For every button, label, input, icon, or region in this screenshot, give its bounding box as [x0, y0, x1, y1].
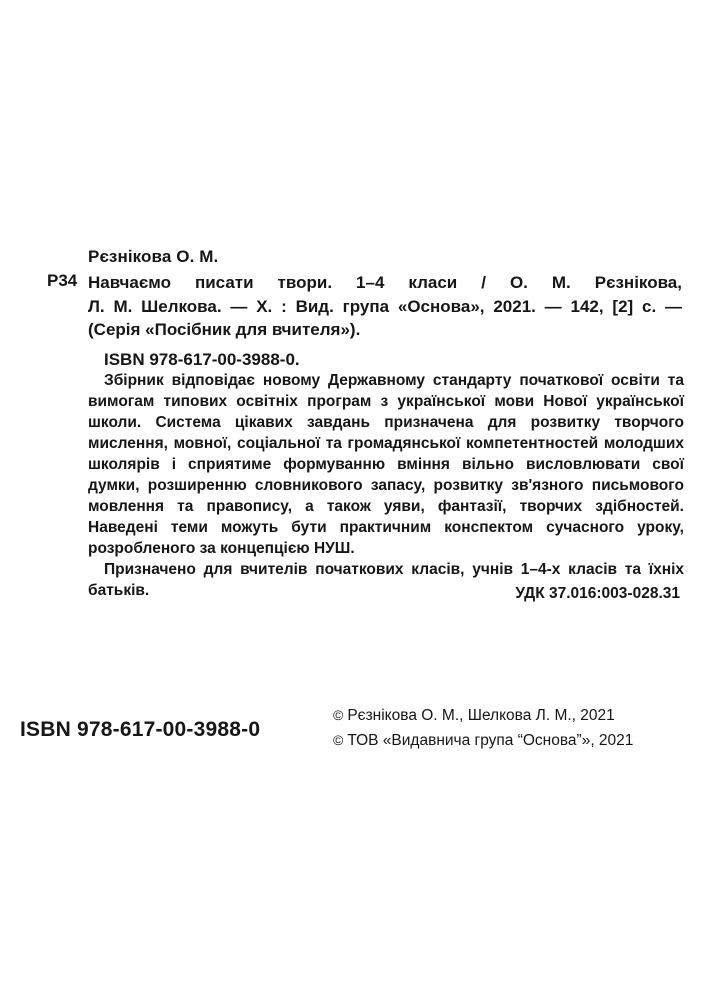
copyright-line-publisher — [333, 728, 633, 753]
bibliographic-line-3: (Серія «Посібник для вчителя»). — [88, 320, 361, 339]
udk-code: УДК 37.016:003-028.31 — [515, 585, 680, 602]
footer-isbn: ISBN 978-617-00-3988-0 — [20, 718, 261, 741]
catalog-index: Р34 — [47, 271, 78, 290]
bibliographic-line-1: Навчаємо писати твори. 1–4 класи / О. М. Рєзнікова, — [88, 273, 682, 292]
copyright-icon: © — [333, 732, 344, 748]
copyright-block — [333, 703, 633, 753]
author-heading: Рєзнікова О. М. — [88, 247, 219, 266]
copyright-icon: © — [333, 707, 344, 723]
annotation-paragraph-2: Призначено для вчителів початкових класів, учнів 1–4-х класів та їхніх батьків. — [88, 561, 684, 599]
annotation — [88, 370, 684, 601]
bibliographic-line-2: Л. М. Шелкова. — Х. : Вид. група «Основа», 2021. — 142, [2] с. — — [88, 296, 682, 316]
annotation-paragraph-1: Збірник відповідає новому Державному стандарту початкової освіти та вимогам типових освітніх програм з української мови Нової української школи. Система цікавих завдань призначена для розвитку творчого мислення, мовної, соціальної та громадянської компетентностей молодших школярів і сприятиме формуванню вміння вільно висловлювати свої думки, розширенню словникового запасу, розвитку зв'язного письмового мовлення та правопису, а також уяви, фантазії, творчих здібностей. Наведені теми можуть бути практичним конспектом сучасного уроку, розробленого за концепцією НУШ. — [88, 372, 684, 557]
copyright-line-authors — [333, 703, 633, 728]
isbn-entry: ISBN 978-617-00-3988-0. — [104, 350, 300, 369]
copyright-authors-text: Рєзнікова О. М., Шелкова Л. М., 2021 — [347, 707, 615, 724]
copyright-publisher-text: ТОВ «Видавнича група “Основа”», 2021 — [347, 732, 634, 749]
bibliographic-entry — [88, 271, 682, 342]
